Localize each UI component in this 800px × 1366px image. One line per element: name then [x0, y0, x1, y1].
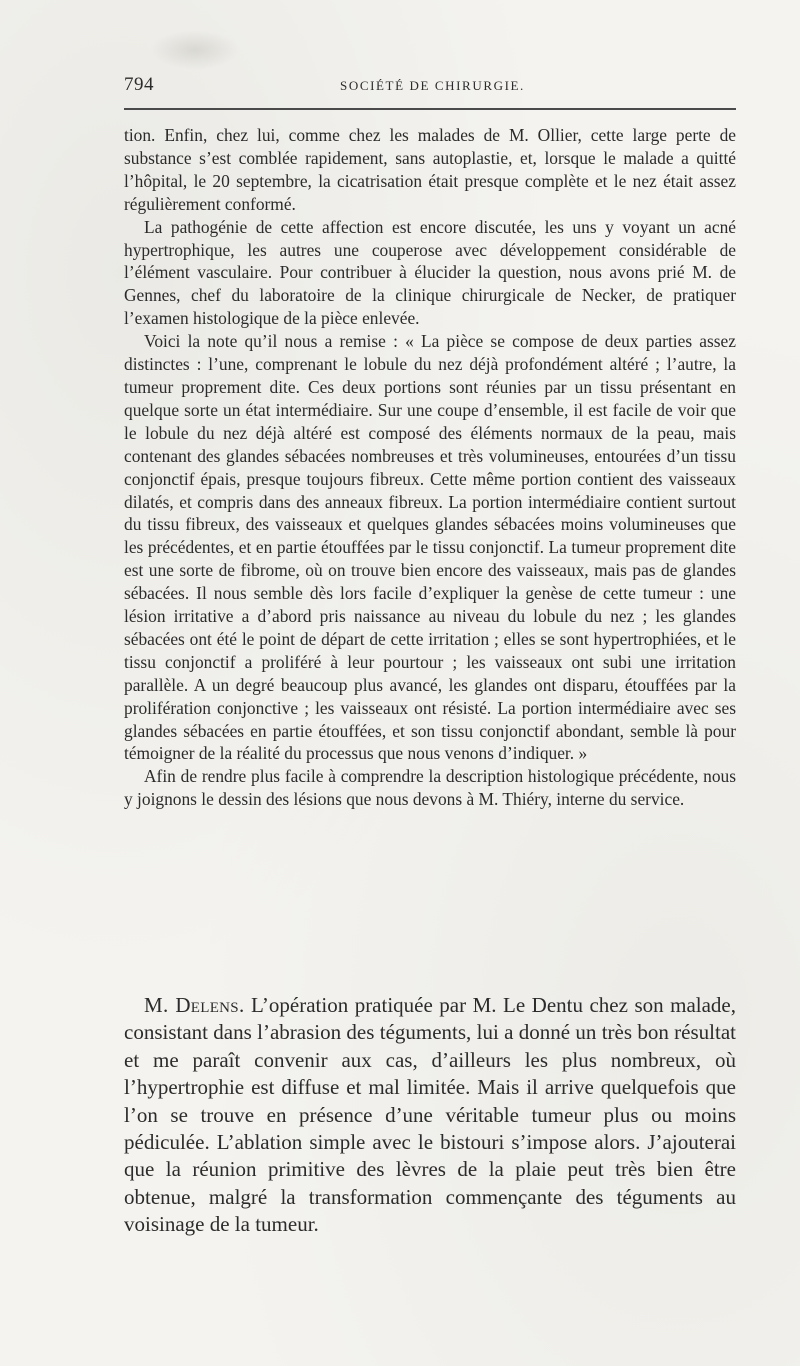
speaker-name: M. Delens. [144, 993, 245, 1017]
main-text [124, 124, 736, 811]
delens-text: L’opération pratiquée par M. Le Dentu chez son malade, consistant dans l’abrasion des téguments, lui a donné un très bon résultat et me paraît convenir aux cas, d’ailleurs les plus nombreux, où l’hypertrophie est diffuse et mal limitée. Mais il arrive quelquefois que l’on se trouve en présence d’une véritable tumeur plus ou moins pédiculée. L’ablation simple avec le bistouri s’impose alors. J’ajouterai que la réunion primitive des lèvres de la plaie peut très bien être obtenue, malgré la transformation commençante des téguments au voisinage de la tumeur. [124, 993, 736, 1237]
paper-stain [150, 30, 240, 70]
paragraph-4: Afin de rendre plus facile à comprendre la description histologique précédente, nous y joignons le dessin des lésions que nous devons à M. Thiéry, interne du service. [124, 766, 736, 810]
paragraph-3: Voici la note qu’il nous a remise : « La pièce se compose de deux parties assez distinctes : l’une, comprenant le lobule du nez déjà profondément altéré ; l’autre, la tumeur proprement dite. Ces deux portions sont réunies par un tissu présentant en quelque sorte un état intermédiaire. Sur une coupe d’ensemble, il est facile de voir que le lobule du nez déjà altéré est composé des éléments normaux de la peau, mais contenant des glandes sébacées nombreuses et très volumineuses, entourées d’un tissu conjonctif épais, presque toujours fibreux. Cette même portion contient des vaisseaux dilatés, et compris dans des anneaux fibreux. La portion intermédiaire contient surtout du tissu fibreux, des vaisseaux et quelques glandes sébacées moins volumineuses que les précédentes, et en partie étouffées par le tissu conjonctif. La tumeur proprement dite est une sorte de fibrome, où on trouve bien encore des vaisseaux, mais pas de glandes sébacées. Il nous semble dès lors facile d’expliquer la genèse de cette tumeur : une lésion irritative a d’abord pris naissance au niveau du lobule du nez ; les glandes sébacées ont été le point de départ de cette irritation ; elles se sont hypertrophiées, et le tissu conjonctif a proliféré à leur pourtour ; les vaisseaux ont subi une irritation parallèle. A un degré beaucoup plus avancé, les glandes ont disparu, étouffées par la prolifération conjonctive ; les vaisseaux ont résisté. La portion intermédiaire avec ses glandes sébacées en partie étouffées, et son tissu conjonctif abondant, semble là pour témoigner de la réalité du processus que nous venons d’indiquer. » [124, 331, 736, 764]
page-header [124, 72, 736, 102]
paragraph-1: tion. Enfin, chez lui, comme chez les malades de M. Ollier, cette large perte de substance s’est comblée rapidement, sans autoplastie, et, lorsque le malade a quitté l’hôpital, le 20 septembre, la cicatrisation était presque complète et le nez était assez régulièrement conformé. [124, 125, 736, 214]
running-title: SOCIÉTÉ DE CHIRURGIE. [340, 78, 525, 93]
delens-remarks [124, 992, 736, 1239]
header-rule [124, 108, 736, 110]
paragraph-2: La pathogénie de cette affection est encore discutée, les uns y voyant un acné hypertrophique, les autres une couperose avec développement considérable de l’élément vasculaire. Pour contribuer à élucider la question, nous avons prié M. de Gennes, chef du laboratoire de la clinique chirurgicale de Necker, de pratiquer l’examen histologique de la pièce enlevée. [124, 216, 736, 329]
delens-paragraph [124, 992, 736, 1239]
page-number: 794 [124, 74, 154, 95]
